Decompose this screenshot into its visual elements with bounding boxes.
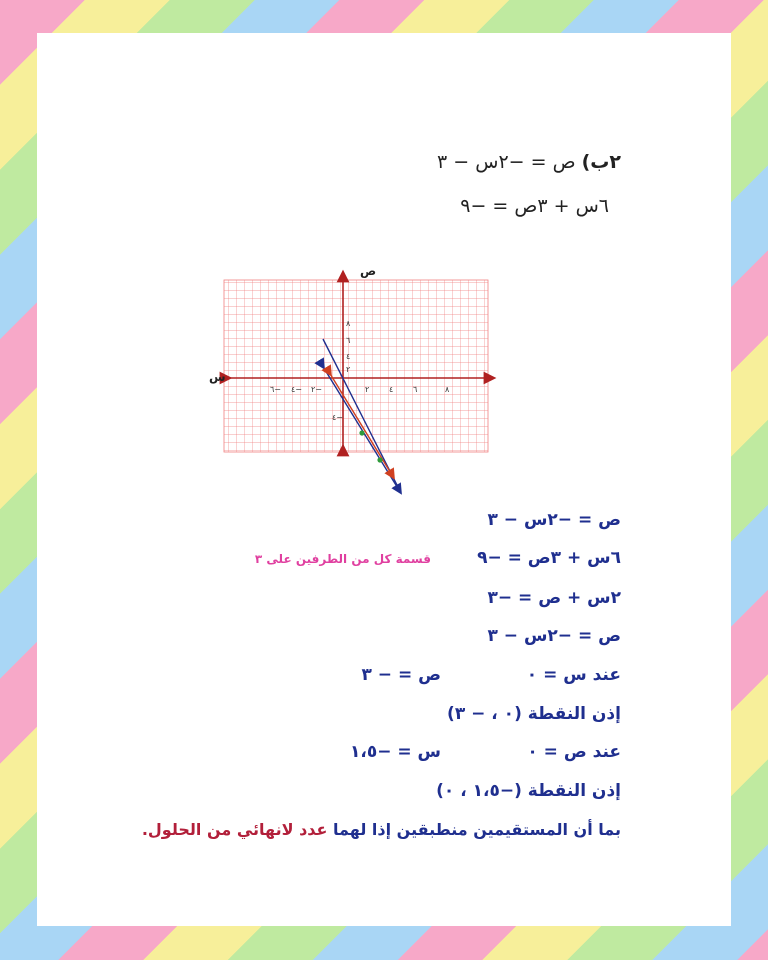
- x-tick: ٨: [445, 385, 450, 394]
- x-intercept-point: [359, 430, 364, 435]
- y-tick: ٤−: [332, 413, 343, 422]
- worksheet-card: [37, 33, 731, 926]
- solution-line-3: ٢س + ص = −٣: [487, 588, 621, 608]
- solution-line-7a: عند ص = ٠: [527, 742, 621, 762]
- solution-line-1: ص = −٢س − ٣: [487, 510, 621, 530]
- y-intercept-point: [377, 457, 382, 462]
- y-tick: ٢: [346, 365, 351, 374]
- y-axis-label: ص: [360, 264, 377, 278]
- x-axis-label: س: [209, 370, 226, 384]
- x-tick: ٦: [413, 385, 418, 394]
- y-tick: ٦: [346, 336, 351, 345]
- solution-line-4: ص = −٢س − ٣: [487, 626, 621, 646]
- solution-line-2: ٦س + ٣ص = −٩: [477, 548, 621, 568]
- question-equation-1: ص = −٢س − ٣: [437, 151, 576, 173]
- x-tick: ٤: [389, 385, 394, 394]
- x-tick: ٢: [365, 385, 370, 394]
- solution-line-7b: س = −١،٥: [349, 742, 441, 762]
- conclusion-part-1: بما أن المستقيمين منطبقين إذا لهما: [333, 820, 621, 839]
- solution-line-5a: عند س = ٠: [526, 665, 621, 685]
- solution-line-6: إذن النقطة (٠ ، − ٣): [447, 704, 621, 724]
- question-label: ٢ب): [581, 151, 621, 173]
- question-eq1: [437, 151, 621, 173]
- solution-line-8: إذن النقطة (−١،٥ ، ٠): [436, 781, 621, 801]
- x-tick: ٦−: [270, 385, 281, 394]
- conclusion-part-2: عدد لانهائي من الحلول.: [141, 820, 328, 839]
- solution-note: قسمة كل من الطرفين على ٣: [254, 552, 431, 566]
- solution-line-5b: ص = − ٣: [361, 665, 441, 685]
- x-tick: ٤−: [291, 385, 302, 394]
- question-equation-2: ٦س + ٣ص = −٩: [460, 195, 609, 217]
- y-tick: ٨: [346, 319, 351, 328]
- grid-area: [224, 280, 488, 452]
- y-tick: ٤: [346, 352, 351, 361]
- solution-conclusion: [142, 820, 621, 839]
- coordinate-graph: [209, 258, 512, 468]
- x-tick: ٢−: [311, 385, 322, 394]
